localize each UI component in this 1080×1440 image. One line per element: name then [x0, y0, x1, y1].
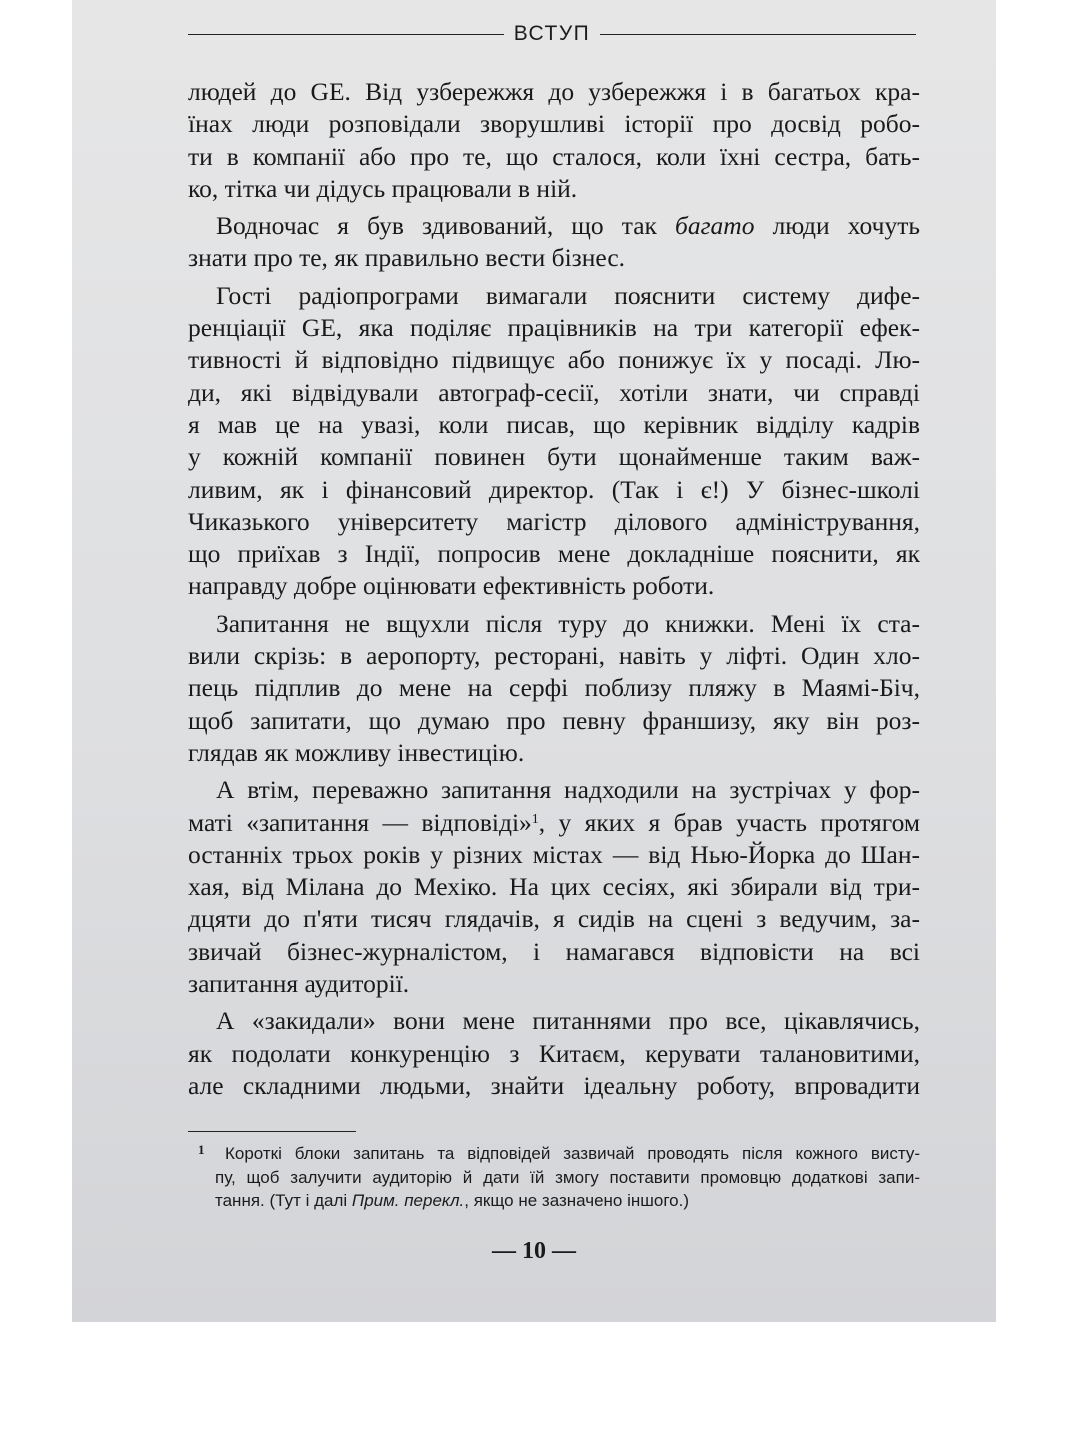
- text-run: , у яких я брав участь протягом: [538, 807, 920, 837]
- footnote-reference[interactable]: 1: [531, 811, 539, 827]
- text-line: [188, 807, 920, 839]
- text-line: [188, 210, 920, 242]
- text-line: хая, від Мілана до Мехіко. На цих сесіях, які збирали від три-: [188, 872, 920, 902]
- footnote-line: пу, щоб залучити аудиторію й дати їй змогу поставити промовцю додаткові запи-: [215, 1167, 920, 1187]
- text-line: як подолати конкуренцію з Китаєм, керувати талановитими,: [188, 1038, 920, 1068]
- paragraph-6: [188, 1005, 920, 1102]
- footnote-divider: [188, 1131, 356, 1132]
- text-line: ти в компанії або про те, що сталося, коли їхні сестра, бать-: [188, 141, 920, 171]
- paragraph-5: [188, 774, 920, 1000]
- header-rule-left: [188, 34, 504, 35]
- text-line: звичай бізнес-журналістом, і намагався відповісти на всі: [188, 936, 920, 966]
- paragraph-1: [188, 76, 920, 205]
- text-line: я мав це на увазі, коли писав, що керівник відділу кадрів: [188, 409, 920, 439]
- text-line: вили скрізь: в аеропорту, ресторані, навіть у ліфті. Один хло-: [188, 641, 920, 671]
- text-line: направду добре оцінювати ефективність роботи.: [188, 571, 715, 601]
- text-line: Чиказького університету магістр ділового адміністрування,: [188, 506, 920, 536]
- footnote-number: 1: [198, 1142, 205, 1157]
- emphasis-text: Прим. перекл.: [351, 1191, 465, 1210]
- paragraph-4: [188, 608, 920, 769]
- header-rule-right: [600, 34, 916, 35]
- text-line: щоб запитати, що думаю про певну франшизу, яку він роз-: [188, 705, 920, 735]
- text-line: що приїхав з Індії, попросив мене докладніше пояснити, як: [188, 539, 920, 569]
- paragraph-3: [188, 280, 920, 603]
- text-line: тивності й відповідно підвищує або понижує їх у посаді. Лю-: [188, 345, 920, 375]
- text-line: ливим, як і фінансовий директор. (Так і є!) У бізнес-школі: [188, 474, 920, 504]
- body-text: [188, 76, 920, 1107]
- running-header: [188, 20, 916, 48]
- text-line: їнах люди розповідали зворушливі історії про досвід робо-: [188, 109, 920, 139]
- text-line: знати про те, як правильно вести бізнес.: [188, 243, 626, 273]
- paragraph-2: [188, 210, 920, 275]
- text-line: Гості радіопрограми вимагали пояснити систему дифе-: [216, 280, 920, 310]
- text-run: маті «запитання — відповіді»: [188, 807, 532, 837]
- text-line: ко, тітка чи дідусь працювали в ній.: [188, 173, 578, 203]
- text-run: люди хочуть: [754, 211, 920, 241]
- text-line: ренціації GE, яка поділяє працівників на три категорії ефек-: [188, 313, 920, 343]
- footnote-line: Короткі блоки запитань та відповідей зазвичай проводять після кожного висту-: [225, 1144, 920, 1163]
- text-line: пець підплив до мене на серфі поблизу пляжу в Маямі-Біч,: [188, 673, 920, 703]
- text-run: тання. (Тут і далі: [215, 1191, 352, 1210]
- book-page: [72, 0, 996, 1322]
- emphasis-text: багато: [675, 211, 755, 241]
- footnote: [188, 1142, 920, 1213]
- text-run: Водночас я був здивований, що так: [216, 211, 676, 241]
- chapter-title: ВСТУП: [513, 22, 591, 45]
- text-line: А «закидали» вони мене питаннями про все, цікавлячись,: [216, 1006, 920, 1036]
- text-line: Запитання не вщухли після туру до книжки. Мені їх ста-: [216, 608, 920, 638]
- text-line: у кожній компанії повинен бути щонайменше таким важ-: [188, 442, 920, 472]
- text-line: дцяти до п'яти тисяч глядачів, я сидів на сцені з ведучим, за-: [188, 904, 920, 934]
- page-number: — 10 —: [492, 1238, 576, 1264]
- text-line: останніх трьох років у різних містах — від Нью-Йорка до Шан-: [188, 839, 920, 869]
- text-line: А втім, переважно запитання надходили на зустрічах у фор-: [216, 775, 920, 805]
- text-run: , якщо не зазначено іншого.): [464, 1191, 690, 1210]
- text-line: людей до GE. Від узбережжя до узбережжя і в багатьох кра-: [188, 77, 920, 106]
- text-line: ди, які відвідували автограф-сесії, хотіли знати, чи справді: [188, 377, 920, 407]
- footnote-line: [188, 1189, 920, 1213]
- text-line: запитання аудиторії.: [188, 969, 410, 999]
- text-line: глядав як можливу інвестицію.: [188, 737, 525, 767]
- text-line: але складними людьми, знайти ідеальну роботу, впровадити: [188, 1070, 920, 1100]
